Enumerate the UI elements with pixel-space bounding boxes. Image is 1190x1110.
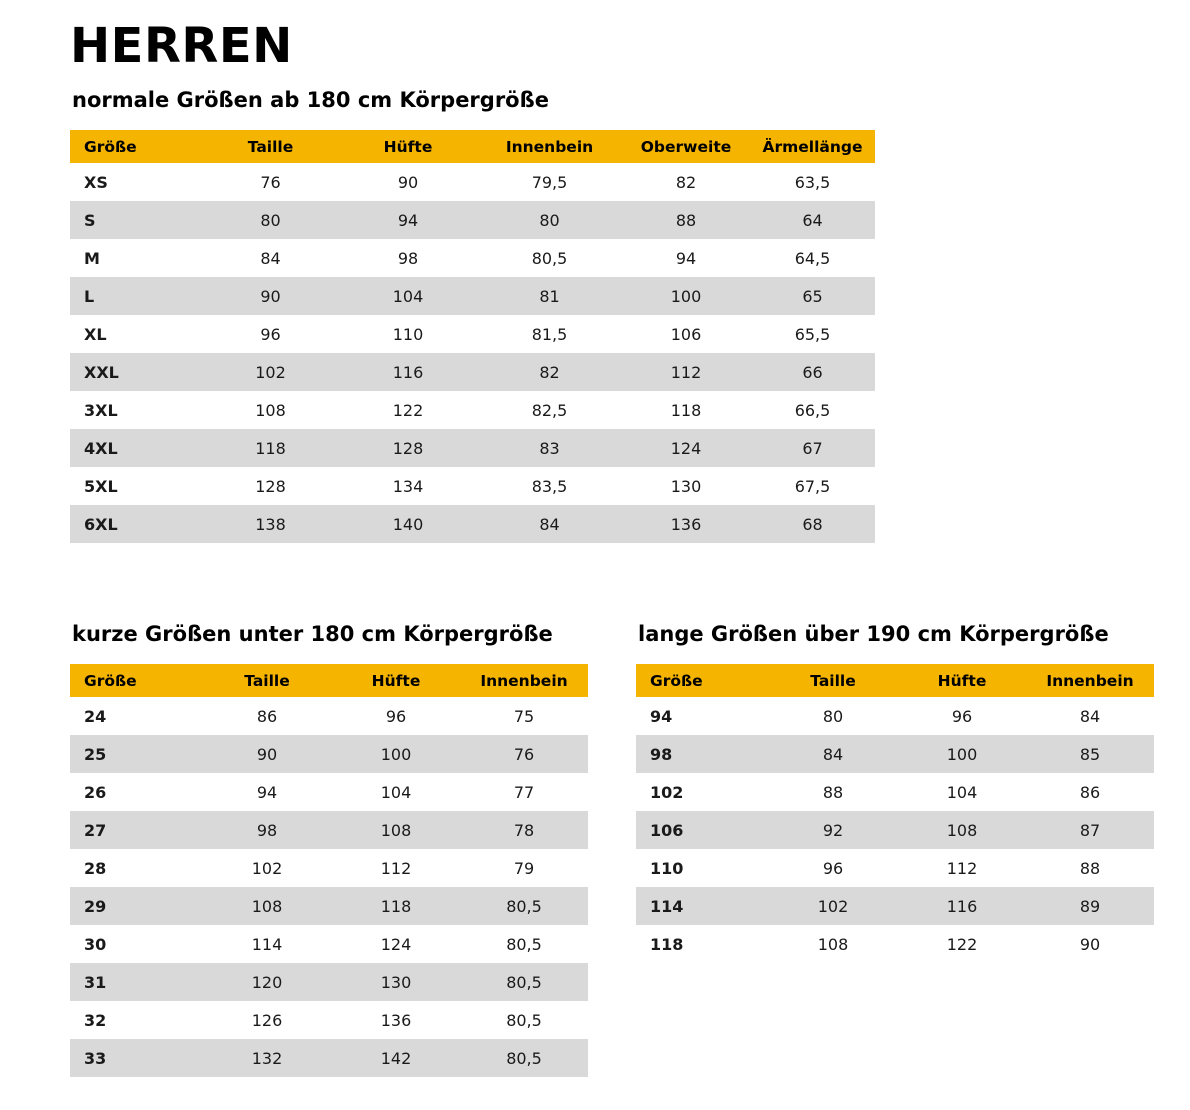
cell-huefte: 96 (951, 706, 973, 726)
table-row (70, 353, 875, 391)
cell-size: 26 (84, 782, 107, 802)
cell-size: 94 (650, 706, 673, 726)
cell-taille: 102 (255, 362, 286, 382)
table-row (70, 773, 588, 811)
cell-aermellaenge: 65 (802, 286, 823, 306)
cell-taille: 108 (251, 896, 283, 916)
cell-innenbein: 86 (1079, 782, 1101, 802)
cell-innenbein: 75 (513, 706, 535, 726)
table-row (636, 773, 1154, 811)
cell-taille: 108 (817, 934, 849, 954)
cell-huefte: 110 (392, 324, 424, 344)
cell-huefte: 104 (392, 286, 424, 306)
column-header-innenbein: Innenbein (460, 664, 588, 697)
cell-size: 30 (84, 934, 107, 954)
cell-aermellaenge: 65,5 (794, 324, 831, 344)
cell-huefte: 142 (380, 1048, 412, 1068)
cell-huefte: 100 (380, 744, 412, 764)
cell-innenbein: 80 (539, 210, 560, 230)
cell-innenbein: 80,5 (506, 934, 542, 954)
cell-size: 32 (84, 1010, 107, 1030)
table-body (70, 163, 875, 543)
table-row (70, 697, 588, 735)
cell-size: M (84, 248, 100, 268)
cell-innenbein: 80,5 (531, 248, 568, 268)
cell-innenbein: 90 (1079, 934, 1101, 954)
cell-aermellaenge: 66 (802, 362, 823, 382)
cell-taille: 126 (251, 1010, 283, 1030)
cell-aermellaenge: 67,5 (794, 476, 831, 496)
cell-taille: 92 (822, 820, 844, 840)
cell-innenbein: 77 (513, 782, 535, 802)
table-row (70, 239, 875, 277)
normal-sizes-table (70, 130, 875, 543)
cell-huefte: 100 (946, 744, 978, 764)
table-row (70, 1001, 588, 1039)
cell-taille: 120 (251, 972, 283, 992)
cell-size: XXL (84, 362, 119, 382)
cell-size: 110 (650, 858, 684, 878)
cell-aermellaenge: 64 (802, 210, 823, 230)
cell-taille: 98 (256, 820, 278, 840)
cell-innenbein: 83 (539, 438, 560, 458)
cell-taille: 128 (255, 476, 286, 496)
short-sizes-heading: kurze Größen unter 180 cm Körpergröße (72, 622, 553, 646)
cell-huefte: 112 (380, 858, 412, 878)
cell-innenbein: 79 (513, 858, 535, 878)
cell-size: 102 (650, 782, 684, 802)
long-sizes-table-container (636, 664, 1154, 963)
table-row (70, 735, 588, 773)
cell-size: 31 (84, 972, 107, 992)
cell-huefte: 94 (397, 210, 419, 230)
table-row (70, 887, 588, 925)
cell-aermellaenge: 67 (802, 438, 823, 458)
table-row (70, 201, 875, 239)
cell-huefte: 118 (380, 896, 412, 916)
cell-innenbein: 89 (1079, 896, 1101, 916)
page-subtitle: normale Größen ab 180 cm Körpergröße (72, 88, 549, 112)
cell-size: 24 (84, 706, 107, 726)
cell-taille: 132 (251, 1048, 283, 1068)
cell-size: 106 (650, 820, 684, 840)
table-body (636, 697, 1154, 963)
cell-size: 118 (650, 934, 684, 954)
cell-huefte: 98 (397, 248, 419, 268)
column-header-huefte: Hüfte (332, 664, 460, 697)
table-row (636, 887, 1154, 925)
column-header-taille: Taille (202, 664, 332, 697)
table-row (636, 925, 1154, 963)
cell-huefte: 122 (392, 400, 424, 420)
cell-size: 5XL (84, 476, 118, 496)
cell-aermellaenge: 68 (802, 514, 823, 534)
table-row (70, 429, 875, 467)
column-header-taille: Taille (202, 130, 339, 163)
cell-taille: 80 (260, 210, 281, 230)
cell-taille: 114 (251, 934, 283, 954)
cell-innenbein: 80,5 (506, 1048, 542, 1068)
cell-innenbein: 88 (1079, 858, 1101, 878)
cell-taille: 90 (256, 744, 278, 764)
table-row (70, 277, 875, 315)
cell-size: S (84, 210, 96, 230)
table-row (70, 163, 875, 201)
cell-size: XS (84, 172, 108, 192)
cell-taille: 76 (260, 172, 281, 192)
cell-taille: 90 (260, 286, 281, 306)
cell-innenbein: 80,5 (506, 1010, 542, 1030)
cell-oberweite: 118 (670, 400, 702, 420)
cell-innenbein: 78 (513, 820, 535, 840)
table-row (70, 505, 875, 543)
long-sizes-heading: lange Größen über 190 cm Körpergröße (638, 622, 1109, 646)
normal-sizes-table-container (70, 130, 875, 543)
table-row (70, 467, 875, 505)
cell-taille: 102 (251, 858, 283, 878)
short-sizes-table (70, 664, 588, 1077)
column-header-oberweite: Oberweite (622, 130, 750, 163)
cell-taille: 118 (255, 438, 286, 458)
cell-taille: 94 (256, 782, 278, 802)
column-header-taille: Taille (768, 664, 898, 697)
cell-oberweite: 94 (675, 248, 697, 268)
cell-innenbein: 82,5 (531, 400, 568, 420)
column-header-huefte: Hüfte (898, 664, 1026, 697)
cell-taille: 96 (822, 858, 844, 878)
table-row (70, 811, 588, 849)
cell-size: 29 (84, 896, 107, 916)
column-header-innenbein: Innenbein (477, 130, 622, 163)
cell-huefte: 122 (946, 934, 978, 954)
cell-aermellaenge: 64,5 (794, 248, 831, 268)
table-header (636, 664, 1154, 697)
cell-huefte: 128 (392, 438, 424, 458)
cell-size: XL (84, 324, 107, 344)
cell-huefte: 116 (392, 362, 424, 382)
table-header (70, 664, 588, 697)
table-row (636, 849, 1154, 887)
cell-oberweite: 100 (670, 286, 702, 306)
cell-innenbein: 83,5 (531, 476, 568, 496)
table-row (70, 925, 588, 963)
table-row (70, 1039, 588, 1077)
cell-taille: 138 (255, 514, 286, 534)
cell-innenbein: 80,5 (506, 972, 542, 992)
short-sizes-table-container (70, 664, 588, 1077)
table-row (70, 315, 875, 353)
cell-huefte: 108 (946, 820, 978, 840)
cell-huefte: 104 (946, 782, 978, 802)
table-row (636, 697, 1154, 735)
cell-huefte: 112 (946, 858, 978, 878)
cell-huefte: 96 (385, 706, 407, 726)
cell-oberweite: 112 (670, 362, 702, 382)
cell-innenbein: 82 (539, 362, 560, 382)
cell-innenbein: 80,5 (506, 896, 542, 916)
table-header-row (70, 664, 588, 697)
cell-innenbein: 81 (539, 286, 560, 306)
cell-oberweite: 106 (670, 324, 702, 344)
cell-size: 114 (650, 896, 684, 916)
cell-innenbein: 81,5 (531, 324, 568, 344)
cell-innenbein: 85 (1079, 744, 1101, 764)
cell-size: 27 (84, 820, 107, 840)
cell-oberweite: 136 (670, 514, 702, 534)
table-header-row (636, 664, 1154, 697)
cell-innenbein: 84 (539, 514, 560, 534)
column-header-groesse: Größe (636, 664, 768, 697)
cell-taille: 84 (822, 744, 844, 764)
table-row (636, 811, 1154, 849)
cell-taille: 108 (255, 400, 286, 420)
page-title: HERREN (70, 18, 293, 74)
long-sizes-table (636, 664, 1154, 963)
table-body (70, 697, 588, 1077)
cell-huefte: 140 (392, 514, 424, 534)
table-row (70, 849, 588, 887)
cell-innenbein: 79,5 (531, 172, 568, 192)
cell-huefte: 104 (380, 782, 412, 802)
cell-size: 28 (84, 858, 107, 878)
cell-oberweite: 124 (670, 438, 702, 458)
column-header-huefte: Hüfte (339, 130, 477, 163)
cell-size: L (84, 286, 95, 306)
cell-size: 6XL (84, 514, 118, 534)
cell-oberweite: 82 (675, 172, 697, 192)
cell-huefte: 90 (397, 172, 419, 192)
cell-oberweite: 88 (675, 210, 697, 230)
table-row (70, 391, 875, 429)
cell-innenbein: 76 (513, 744, 535, 764)
column-header-aermellaenge: Ärmellänge (750, 130, 875, 163)
cell-size: 25 (84, 744, 107, 764)
cell-aermellaenge: 66,5 (794, 400, 831, 420)
cell-innenbein: 87 (1079, 820, 1101, 840)
cell-huefte: 108 (380, 820, 412, 840)
cell-size: 33 (84, 1048, 107, 1068)
table-header (70, 130, 875, 163)
cell-taille: 86 (256, 706, 278, 726)
table-header-row (70, 130, 875, 163)
cell-oberweite: 130 (670, 476, 702, 496)
cell-taille: 80 (822, 706, 844, 726)
cell-taille: 102 (817, 896, 849, 916)
cell-huefte: 124 (380, 934, 412, 954)
cell-size: 3XL (84, 400, 118, 420)
column-header-groesse: Größe (70, 664, 202, 697)
cell-huefte: 116 (946, 896, 978, 916)
cell-innenbein: 84 (1079, 706, 1101, 726)
cell-taille: 96 (260, 324, 281, 344)
cell-taille: 84 (260, 248, 281, 268)
cell-size: 4XL (84, 438, 118, 458)
cell-taille: 88 (822, 782, 844, 802)
column-header-innenbein: Innenbein (1026, 664, 1154, 697)
cell-huefte: 134 (392, 476, 424, 496)
table-row (636, 735, 1154, 773)
cell-aermellaenge: 63,5 (794, 172, 831, 192)
cell-huefte: 130 (380, 972, 412, 992)
cell-huefte: 136 (380, 1010, 412, 1030)
cell-size: 98 (650, 744, 673, 764)
column-header-groesse: Größe (70, 130, 202, 163)
table-row (70, 963, 588, 1001)
